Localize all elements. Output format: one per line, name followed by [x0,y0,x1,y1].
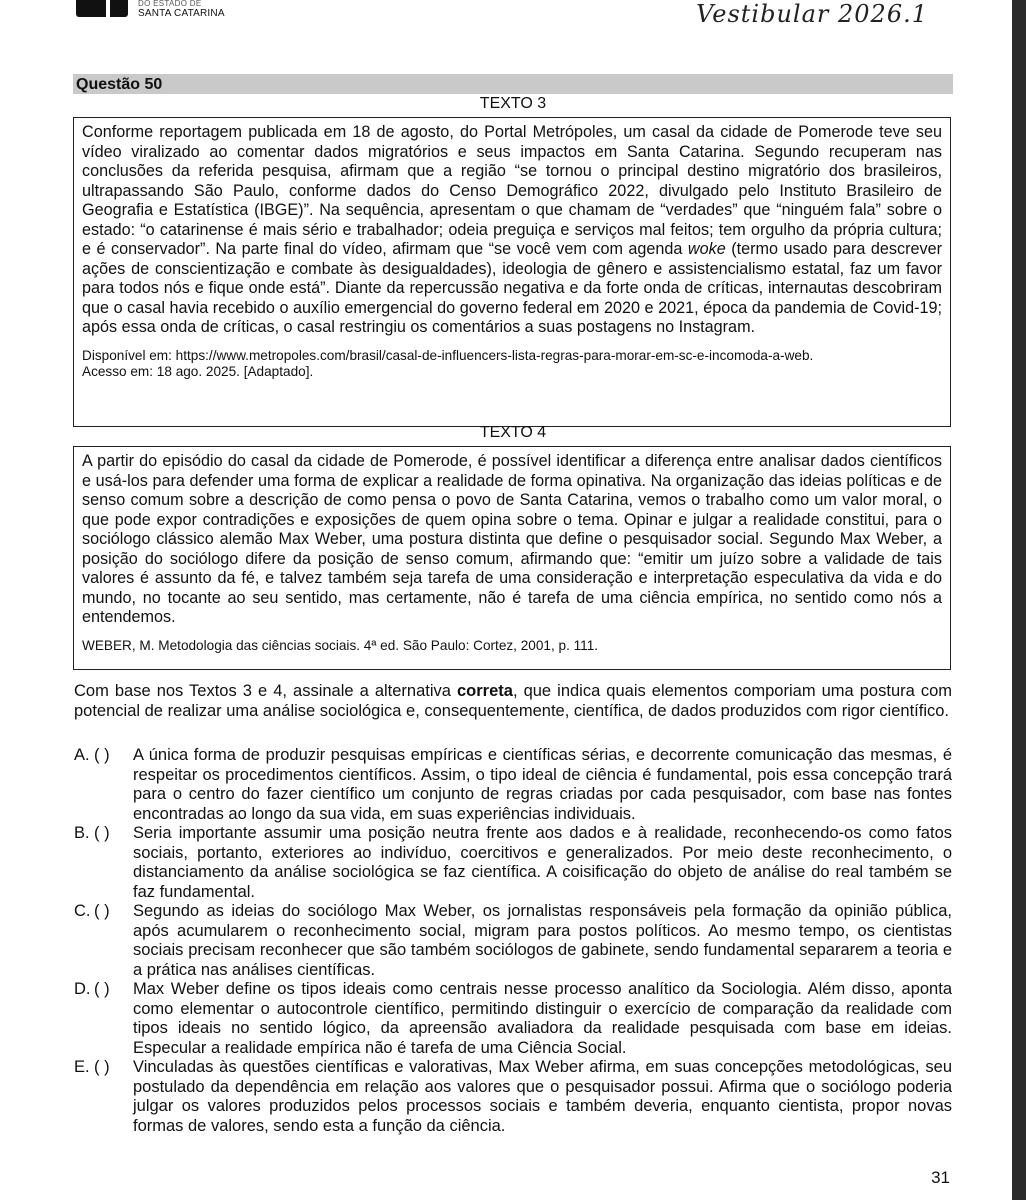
exam-title: Vestibular 2026.1 [696,0,928,28]
option-letter: D. [74,980,91,998]
option-c[interactable] [74,902,952,980]
option-checkbox[interactable]: ( ) [94,746,110,764]
screen-edge [1012,0,1026,1200]
option-letter: A. [74,746,90,764]
option-text: A única forma de produzir pesquisas empíricas e científicas sérias, e decorrente comunicação das mesmas, é respeitar os procedimentos científicos. Assim, o tipo ideal de ciência é fundamental, pois essa concepção trará para o centro do fazer científico um conjunto de regras criadas por cada pesquisador, com base nas fontes encontradas ao longo da sua vida, em suas experiências individuais. [133,746,952,823]
stem-after: , que indica quais elementos comporiam uma postura com potencial de realizar uma análise sociológica e, consequentemente, científica, de dados produzidos com rigor científico. [74,682,953,720]
option-text: Segundo as ideias do sociólogo Max Weber, os jornalistas responsáveis pela formação da opinião pública, após acumularem o reconhecimento social, migram para postos políticos. Ao mesmo tempo, os cientistas sociais precisam reconhecer que são também sociólogos de gabinete, sendo fundamental separarem a teoria e a prática nas análises científicas. [133,902,952,979]
option-text: Max Weber define os tipos ideais como centrais nesse processo analítico da Sociologia. Além disso, aponta como elementar o autocontrole científico, permitindo distinguir o exercício de comparação da realidade com tipos ideais no sentido lógico, da apreensão avaliadora da realidade pesquisada com base em ideias. Especular a realidade empírica não é tarefa de uma Ciência Social. [133,980,952,1057]
page-number: 31 [931,1168,950,1187]
question-stem [74,682,952,721]
text3-body-italic: woke [687,240,726,258]
text3-label: TEXTO 3 [479,95,547,112]
option-checkbox[interactable]: ( ) [94,824,110,842]
text3-source-line1: Disponível em: https://www.metropoles.com/brasil/casal-de-influencers-lista-regras-para-morar-em-sc-e-incomoda-a-web. [82,347,814,363]
text4-source: WEBER, M. Metodologia das ciências sociais. 4ª ed. São Paulo: Cortez, 2001, p. 111. [82,637,599,653]
text4-box [73,446,951,670]
option-e[interactable] [74,1058,952,1136]
text3-box [73,117,951,427]
option-checkbox[interactable]: ( ) [94,902,110,920]
option-letter: E. [74,1058,90,1076]
logo-mark [76,0,128,17]
option-checkbox[interactable]: ( ) [94,980,110,998]
option-b[interactable] [74,824,952,902]
text3-source-line2: Acesso em: 18 ago. 2025. [Adaptado]. [82,364,314,379]
text3-body-after: (termo usado para descrever ações de conscientização e combate às desigualdades), ideologia de gênero e assistencialismo estatal, faz um favor para todos nós e fique onde está”. Diante da repercussão negativa e da forte onda de críticas, internautas descobriram que o casal havia recebido o auxílio emergencial do governo federal em 2020 e 2021, época da pandemia de Covid-19; após essa onda de críticas, o casal restringiu os comentários a suas postagens no Instagram. [82,240,942,336]
option-d[interactable] [74,980,952,1058]
option-text: Vinculadas às questões científicas e valorativas, Max Weber afirma, em suas concepções metodológicas, seu postulado da dependência em relação aos valores que o pesquisador possui. Afirma que o sociólogo poderia julgar os valores produzidos pelos processos sociais e também deveria, enquanto cientista, propor novas formas de valores, sendo esta a função da ciência. [133,1058,952,1135]
institution-line1: DO ESTADO DE [138,0,202,8]
question-header-bar [73,74,953,94]
text3-source [82,348,942,381]
text4-label: TEXTO 4 [479,424,547,441]
text4-body: A partir do episódio do casal da cidade de Pomerode, é possível identificar a diferença entre analisar dados científicos e usá-los para defender uma forma de explicar a realidade de forma opinativa. Na organização das ideias políticas e de senso comum sobre a descrição de como pensa o povo de Santa Catarina, vemos o trabalho como um valor moral, o que pode expor contradições e exposições de quem opina sobre o tema. Opinar e julgar a realidade constitui, para o sociólogo clássico alemão Max Weber, uma postura distinta que define o pesquisador social. Segundo Max Weber, a posição do sociólogo difere da posição de senso comum, afirmando que: “emitir um juízo sobre a validade de tais valores é assunto da fé, e talvez também seja tarefa de uma consideração e interpretação especulativa da vida e do mundo, no tocante ao seu sentido, mas certamente, não é tarefa de uma ciência empírica, no sentido como nós a entendemos. [82,452,942,626]
question-title: Questão 50 [76,76,163,93]
option-a[interactable] [74,746,952,824]
option-checkbox[interactable]: ( ) [94,1058,110,1076]
answer-options [74,746,952,1136]
stem-bold: correta [457,682,513,700]
institution-logo [76,0,246,24]
stem-before: Com base nos Textos 3 e 4, assinale a alternativa [74,682,457,700]
text3-body-before: Conforme reportagem publicada em 18 de agosto, do Portal Metrópoles, um casal da cidade de Pomerode teve seu vídeo viralizado ao comentar dados migratórios e seus impactos em Santa Catarina. Segundo recuperam nas conclusões da referida pesquisa, afirmam que a região “se tornou o principal destino migratório dos brasileiros, ultrapassando São Paulo, conforme dados do Censo Demográfico 2022, divulgado pelo Instituto Brasileiro de Geografia e Estatística (IBGE)”. Na sequência, apresentam o que chamam de “verdades” que “ninguém fala” sobre o estado: “o catarinense é mais sério e trabalhador; odeia preguiça e serviços mal feitos; tem orgulho da própria cultura; e é conservador”. Na parte final do vídeo, afirmam que “se você vem com agenda [82,123,942,258]
option-letter: C. [74,902,91,920]
institution-line2: SANTA CATARINA [138,8,225,19]
option-letter: B. [74,824,90,842]
option-text: Seria importante assumir uma posição neutra frente aos dados e à realidade, reconhecendo-os como fatos sociais, portanto, exteriores ao indivíduo, coercitivos e generalizados. Por meio deste reconhecimento, o distanciamento da análise sociológica se faz científica. A coisificação do objeto de análise do real também se faz fundamental. [133,824,952,901]
text3-body [82,123,942,338]
